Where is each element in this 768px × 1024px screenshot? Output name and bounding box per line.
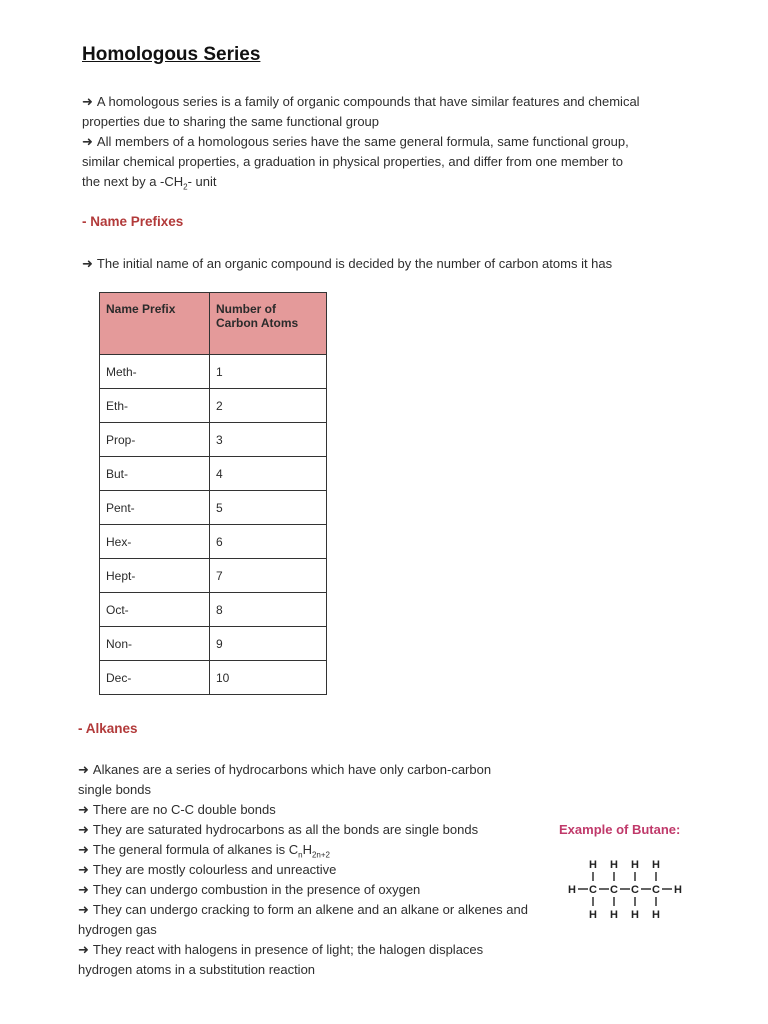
alkane-bullet: ➜ They are mostly colourless and unreactive <box>78 862 337 877</box>
table-row <box>100 525 327 559</box>
count-cell: 7 <box>210 559 327 593</box>
arrow-right-icon: ➜ <box>82 256 93 271</box>
prefix-cell: Oct- <box>100 593 210 627</box>
arrow-right-icon: ➜ <box>78 942 89 957</box>
carbon-atom: C <box>610 884 618 896</box>
table-row <box>100 661 327 695</box>
prefix-cell: Pent- <box>100 491 210 525</box>
hydrogen-atom: H <box>610 909 618 921</box>
name-prefix-table <box>99 292 327 695</box>
intro-text-2: All members of a homologous series have the same general formula, same functional group, similar chemical properties, a graduation in physical properties, and differ from one member to the next by a -CH <box>82 134 629 189</box>
table-header-row <box>100 293 327 355</box>
alkane-bullet: ➜ There are no C-C double bonds <box>78 802 276 817</box>
intro-text-1: A homologous series is a family of organic compounds that have similar features and chemical properties due to sharing the same functional group <box>82 94 640 129</box>
count-cell: 6 <box>210 525 327 559</box>
prefix-cell: Hept- <box>100 559 210 593</box>
arrow-right-icon: ➜ <box>82 134 93 149</box>
hydrogen-atom: H <box>652 859 660 871</box>
hydrogen-atom: H <box>631 909 639 921</box>
butane-structure-diagram <box>560 848 690 928</box>
arrow-right-icon: ➜ <box>82 94 93 109</box>
table-row <box>100 457 327 491</box>
count-cell: 3 <box>210 423 327 457</box>
count-cell: 4 <box>210 457 327 491</box>
prefix-cell: Hex- <box>100 525 210 559</box>
table-row <box>100 355 327 389</box>
alkane-bullet: ➜ They are saturated hydrocarbons as all the bonds are single bonds <box>78 822 479 837</box>
prefix-cell: Prop- <box>100 423 210 457</box>
carbon-atom: C <box>631 884 639 896</box>
count-cell: 1 <box>210 355 327 389</box>
prefix-cell: Dec- <box>100 661 210 695</box>
intro-paragraph-2: ➜ All members of a homologous series have the same general formula, same functional group, similar chemical properties, a graduation in physical properties, and differ from one member to the next by a $-CH_2-$ unit <box>82 134 629 192</box>
prefix-cell: Non- <box>100 627 210 661</box>
intro-paragraph-1 <box>82 92 642 132</box>
prefix-cell: Meth- <box>100 355 210 389</box>
header-name-prefix: Name Prefix <box>100 293 210 355</box>
arrow-right-icon: ➜ <box>78 822 89 837</box>
count-cell: 10 <box>210 661 327 695</box>
alkane-bullet: ➜ They can undergo cracking to form an alkene and an alkane or alkenes and hydrogen gas <box>78 902 528 937</box>
hydrogen-atom: H <box>631 859 639 871</box>
prefix-cell: But- <box>100 457 210 491</box>
table-row <box>100 627 327 661</box>
hydrogen-atom: H <box>589 859 597 871</box>
alkane-bullet: ➜ Alkanes are a series of hydrocarbons which have only carbon-carbon single bonds <box>78 762 492 797</box>
arrow-right-icon: ➜ <box>78 862 89 877</box>
table-row <box>100 389 327 423</box>
arrow-right-icon: ➜ <box>78 802 89 817</box>
table-row <box>100 491 327 525</box>
carbon-atom: C <box>652 884 660 896</box>
arrow-right-icon: ➜ <box>78 842 89 857</box>
header-carbon-atoms: Number of Carbon Atoms <box>210 293 327 355</box>
carbon-atom: C <box>589 884 597 896</box>
arrow-right-icon: ➜ <box>78 762 89 777</box>
hydrogen-atom: H <box>674 884 682 896</box>
arrow-right-icon: ➜ <box>78 902 89 917</box>
table-row <box>100 559 327 593</box>
name-prefixes-heading: - Name Prefixes <box>82 214 184 229</box>
hydrogen-atom: H <box>589 909 597 921</box>
hydrogen-atom: H <box>652 909 660 921</box>
alkane-bullet: ➜ The general formula of alkanes is $C_nH_{2n+2}$ <box>78 842 330 860</box>
butane-example-label: Example of Butane: <box>559 822 681 837</box>
name-prefixes-text: ➜ The initial name of an organic compound is decided by the number of carbon atoms it has <box>82 256 613 271</box>
alkanes-bullets <box>78 760 528 980</box>
arrow-right-icon: ➜ <box>78 882 89 897</box>
count-cell: 9 <box>210 627 327 661</box>
count-cell: 2 <box>210 389 327 423</box>
table-row <box>100 593 327 627</box>
hydrogen-atom: H <box>568 884 576 896</box>
count-cell: 8 <box>210 593 327 627</box>
alkanes-heading: - Alkanes <box>78 721 138 736</box>
page-title: Homologous Series <box>82 44 261 65</box>
table-row <box>100 423 327 457</box>
hydrogen-atom: H <box>610 859 618 871</box>
alkane-bullet: ➜ They can undergo combustion in the presence of oxygen <box>78 882 421 897</box>
prefix-cell: Eth- <box>100 389 210 423</box>
alkane-bullet: ➜ They react with halogens in presence of light; the halogen displaces hydrogen atoms in a substitution reaction <box>78 942 484 977</box>
count-cell: 5 <box>210 491 327 525</box>
